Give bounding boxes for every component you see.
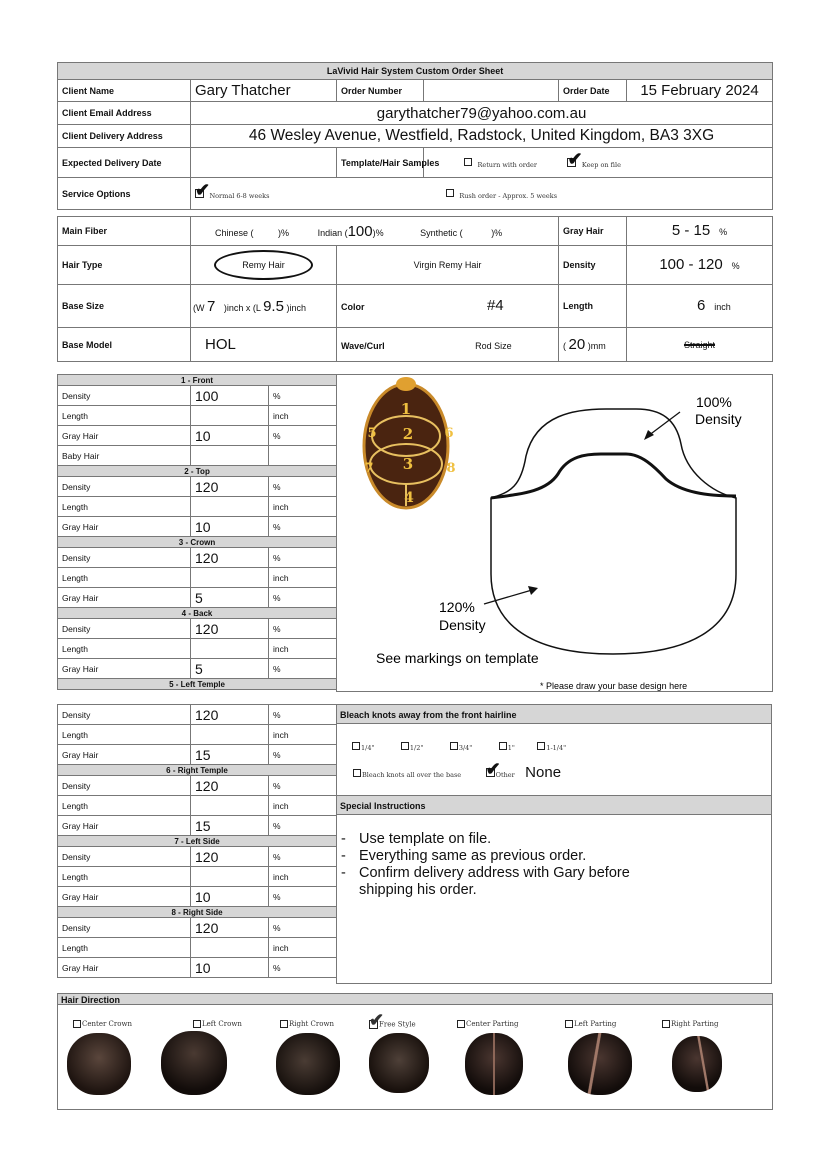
hair-swatch-center-parting: [465, 1033, 523, 1095]
arrow-100-head: [644, 430, 654, 440]
zone-table: [57, 374, 337, 690]
zone-row-label: Density: [58, 619, 191, 639]
color-value[interactable]: #4: [486, 297, 504, 314]
hair-type-label: Hair Type: [58, 246, 191, 285]
hair-swatch-free-style: [369, 1033, 429, 1093]
bleach-opt-3-checkbox[interactable]: [450, 742, 458, 750]
zone-row-label: Length: [58, 938, 191, 958]
zone-row-value[interactable]: 100: [191, 386, 269, 406]
base-size-cell: [191, 285, 337, 328]
zone-row-value[interactable]: 10: [191, 426, 269, 446]
label-100-density-b: Density: [695, 411, 742, 427]
bleach-other-checkbox[interactable]: [485, 759, 501, 780]
bleach-opt-1-checkbox[interactable]: [352, 742, 360, 750]
zone-row-value[interactable]: 120: [191, 776, 269, 796]
gray-hair-cell: [627, 217, 773, 246]
zone-row-unit: %: [269, 918, 337, 938]
base-model-value[interactable]: HOL: [191, 328, 337, 362]
rod-value[interactable]: 20: [568, 336, 586, 353]
density-label: Density: [559, 246, 627, 285]
zone-row-label: Length: [58, 725, 191, 745]
chinese-label: Chinese (: [215, 227, 254, 238]
hair-dir-option-center-crown[interactable]: [73, 1020, 132, 1028]
zone-row-label: Gray Hair: [58, 887, 191, 907]
zone-row-value[interactable]: 10: [191, 958, 269, 978]
length-value[interactable]: 6: [697, 297, 706, 314]
zone-row-unit: %: [269, 816, 337, 836]
zone-row-label: Density: [58, 847, 191, 867]
bleach-other-label: Other: [495, 771, 515, 779]
hair-dir-option-right-parting[interactable]: [662, 1020, 719, 1028]
density-pct: %: [731, 261, 740, 271]
specs-table: [57, 216, 773, 362]
zone-row-unit: inch: [269, 938, 337, 958]
hair-dir-option-left-parting[interactable]: [565, 1020, 616, 1028]
remy-cell: [191, 246, 337, 285]
zone-row-label: Gray Hair: [58, 426, 191, 446]
special-instruction-item: - Everything same as previous order.: [341, 848, 661, 865]
zone-row-unit: %: [269, 619, 337, 639]
zone-row-label: Gray Hair: [58, 958, 191, 978]
zone-row-value[interactable]: 120: [191, 918, 269, 938]
zone-row-value[interactable]: 5: [191, 588, 269, 608]
zone-row-label: Density: [58, 386, 191, 406]
normal-checkbox[interactable]: [195, 179, 211, 200]
zone-row-unit: inch: [269, 796, 337, 816]
zone-row-value[interactable]: 120: [191, 705, 269, 725]
zone-row-unit: %: [269, 659, 337, 679]
bleach-opt-5-checkbox[interactable]: [537, 742, 545, 750]
bleach-opt-1-label: 1/4": [361, 744, 375, 752]
length-unit: inch: [714, 302, 731, 312]
density-value[interactable]: 100 - 120: [659, 256, 723, 273]
check-mark-icon: ✔: [369, 1010, 385, 1031]
hair-swatch-right-parting: [672, 1036, 722, 1092]
zone-row-unit: %: [269, 588, 337, 608]
straight-cell: [627, 328, 773, 362]
main-fiber-label: Main Fiber: [58, 217, 191, 246]
header-table: [57, 62, 773, 210]
wave-cell: [337, 328, 559, 362]
bleach-panel: [336, 724, 772, 796]
indian-value[interactable]: 100: [347, 222, 373, 240]
color-label: Color: [341, 302, 365, 312]
order-number-value[interactable]: [424, 80, 559, 102]
zone-row-value[interactable]: 120: [191, 847, 269, 867]
label-120-density: 120%: [439, 599, 475, 615]
zone-row-value[interactable]: [191, 497, 269, 517]
gray-hair-value[interactable]: 5 - 15: [671, 222, 711, 239]
hair-dir-checkbox[interactable]: [565, 1020, 573, 1028]
zone-row-unit: %: [269, 776, 337, 796]
zone-row-unit: inch: [269, 497, 337, 517]
bleach-other-value[interactable]: None: [525, 764, 562, 781]
zone-row-label: Baby Hair: [58, 446, 191, 466]
zone-row-value[interactable]: [191, 568, 269, 588]
zone-row-label: Length: [58, 568, 191, 588]
hair-dir-label: Center Parting: [466, 1020, 519, 1028]
rod-open: (: [563, 341, 566, 351]
zone-row-unit: %: [269, 386, 337, 406]
zone-row-label: Length: [58, 796, 191, 816]
check-mark-icon: ✔: [485, 759, 501, 780]
zone-row-value[interactable]: [191, 639, 269, 659]
service-options: [191, 178, 773, 210]
hair-direction-header: Hair Direction: [57, 993, 773, 1005]
normal-option-label: Normal 6-8 weeks: [209, 191, 270, 200]
zone-row-unit: %: [269, 426, 337, 446]
return-checkbox[interactable]: [464, 158, 472, 166]
zone-title: 3 - Crown: [58, 537, 337, 548]
bleach-opt-4-label: 1": [507, 744, 515, 752]
zone-row-label: Gray Hair: [58, 588, 191, 608]
client-name-value[interactable]: Gary Thatcher: [191, 80, 337, 102]
bleach-header: Bleach knots away from the front hairline: [336, 704, 772, 724]
zone-row-label: Length: [58, 406, 191, 426]
markings-note: See markings on template: [376, 650, 539, 666]
bleach-opt-4-checkbox[interactable]: [499, 742, 507, 750]
bleach-opt-2-label: 1/2": [409, 744, 424, 752]
zone-label-1: 1: [400, 400, 412, 418]
chinese-close: )%: [278, 227, 290, 238]
zone-row-value[interactable]: [191, 867, 269, 887]
length-label: Length: [559, 285, 627, 328]
address-value[interactable]: 46 Wesley Avenue, Westfield, Radstock, United Kingdom, BA3 3XG: [191, 125, 773, 148]
template-drawing: [336, 374, 773, 692]
rush-checkbox[interactable]: [446, 189, 454, 197]
zone-row-label: Length: [58, 639, 191, 659]
bleach-opt-3-label: 3/4": [458, 744, 473, 752]
zone-label-6: 6: [444, 426, 454, 441]
hair-dir-checkbox[interactable]: [280, 1020, 288, 1028]
zone-row-unit: %: [269, 517, 337, 537]
zone-row-value[interactable]: 120: [191, 477, 269, 497]
inch-close: )inch: [286, 302, 306, 313]
expected-delivery-label: Expected Delivery Date: [58, 148, 191, 178]
length-text: )inch x (L: [223, 302, 261, 313]
gray-hair-pct: %: [719, 227, 728, 237]
special-instructions-list: [341, 831, 661, 899]
template-outline: [491, 409, 736, 654]
main-fiber-values: [191, 217, 559, 246]
email-label: Client Email Address: [58, 102, 191, 125]
zone-title: 1 - Front: [58, 375, 337, 386]
zone-row-unit: inch: [269, 639, 337, 659]
zone-row-label: Gray Hair: [58, 659, 191, 679]
zone-row-value[interactable]: [191, 938, 269, 958]
label-100-density: 100%: [696, 394, 732, 410]
zone-title: 7 - Left Side: [58, 836, 337, 847]
bleach-other-row: [353, 759, 562, 782]
keep-option-label: Keep on file: [581, 160, 621, 169]
bleach-all-over-checkbox[interactable]: [353, 769, 361, 777]
return-option-label: Return with order: [477, 160, 537, 169]
zone-row-label: Gray Hair: [58, 745, 191, 765]
hair-swatch-left-parting: [568, 1033, 632, 1095]
zone-title: 8 - Right Side: [58, 907, 337, 918]
service-options-label: Service Options: [58, 178, 191, 210]
template-samples-label: Template/Hair Samples: [337, 148, 424, 178]
special-header: Special Instructions: [336, 795, 772, 815]
zone-row-label: Density: [58, 477, 191, 497]
zone-row-label: Length: [58, 497, 191, 517]
zone-row-unit: %: [269, 548, 337, 568]
hair-dir-checkbox[interactable]: [662, 1020, 670, 1028]
zone-row-value[interactable]: [191, 406, 269, 426]
zone-row-unit: inch: [269, 867, 337, 887]
check-mark-icon: ✔: [195, 179, 211, 200]
zone-row-unit: inch: [269, 725, 337, 745]
base-model-label: Base Model: [58, 328, 191, 362]
hair-dir-option-left-crown[interactable]: [193, 1020, 242, 1028]
order-number-label: Order Number: [337, 80, 424, 102]
zone-row-unit: %: [269, 705, 337, 725]
zone-row-unit: inch: [269, 406, 337, 426]
indian-close: )%: [372, 227, 384, 238]
rod-close: )mm: [587, 341, 606, 351]
address-label: Client Delivery Address: [58, 125, 191, 148]
zone-label-4: 4: [404, 490, 414, 506]
zone-row-label: Length: [58, 867, 191, 887]
hair-dir-option-center-parting[interactable]: [457, 1020, 519, 1028]
hair-dir-checkbox[interactable]: [369, 1010, 385, 1031]
label-120-density-b: Density: [439, 617, 486, 633]
order-date-value[interactable]: 15 February 2024: [627, 80, 773, 102]
zone-row-label: Gray Hair: [58, 816, 191, 836]
hair-dir-label: Free Style: [379, 1020, 416, 1029]
keep-checkbox[interactable]: [567, 148, 583, 169]
bleach-all-over-label: Bleach knots all over the base: [362, 771, 462, 779]
rod-cell: [559, 328, 627, 362]
hair-dir-label: Right Parting: [671, 1020, 719, 1028]
zone-row-unit: %: [269, 477, 337, 497]
hair-dir-checkbox[interactable]: [193, 1020, 201, 1028]
hair-dir-label: Left Parting: [574, 1020, 617, 1028]
zone-row-label: Density: [58, 776, 191, 796]
zone-row-value[interactable]: [191, 796, 269, 816]
hair-dir-label: Center Crown: [82, 1020, 132, 1028]
hair-dir-label: Right Crown: [289, 1020, 334, 1028]
gray-hair-label: Gray Hair: [559, 217, 627, 246]
hair-dir-option-free-style[interactable]: [369, 1010, 416, 1031]
zone-title: 6 - Right Temple: [58, 765, 337, 776]
zone-label-5: 5: [367, 426, 377, 441]
hair-dir-option-right-crown[interactable]: [280, 1020, 334, 1028]
width-value[interactable]: 7: [207, 297, 216, 315]
base-size-label: Base Size: [58, 285, 191, 328]
density-boundary-line: [491, 454, 736, 498]
length-cell: [627, 285, 773, 328]
zone-row-value[interactable]: [191, 725, 269, 745]
zone-row-value[interactable]: 120: [191, 548, 269, 568]
zone-row-unit: inch: [269, 568, 337, 588]
straight-option[interactable]: Straight: [683, 339, 716, 350]
client-name-label: Client Name: [58, 80, 191, 102]
zone-label-8: 8: [446, 461, 456, 476]
check-mark-icon: ✔: [567, 148, 583, 169]
zone-table: [57, 704, 337, 978]
rod-size-label: Rod Size: [475, 340, 512, 351]
hair-swatch-left-crown: [161, 1031, 227, 1095]
base-length-value[interactable]: 9.5: [263, 297, 284, 315]
bleach-opt-5-label: 1-1/4": [546, 744, 567, 752]
zone-row-value[interactable]: [191, 446, 269, 466]
hair-dir-checkbox[interactable]: [457, 1020, 465, 1028]
hair-swatch-center-crown: [67, 1033, 131, 1095]
arrow-120-head: [528, 586, 538, 595]
special-instruction-item: - Confirm delivery address with Gary before shipping his order.: [341, 865, 661, 899]
wave-label: Wave/Curl: [341, 340, 385, 351]
zone-label-2: 2: [402, 425, 414, 443]
zone-row-unit: %: [269, 958, 337, 978]
template-options: [424, 148, 773, 178]
density-cell: [627, 246, 773, 285]
hair-dir-checkbox[interactable]: [73, 1020, 81, 1028]
special-instruction-item: - Use template on file.: [341, 831, 661, 848]
zone-label-7: 7: [364, 461, 374, 476]
zone-row-value[interactable]: 120: [191, 619, 269, 639]
zone-row-value[interactable]: 5: [191, 659, 269, 679]
zone-row-label: Density: [58, 918, 191, 938]
zone-row-unit: [269, 446, 337, 466]
bleach-options: [352, 737, 566, 755]
synthetic-label: Synthetic (: [420, 227, 463, 238]
virgin-remy-option[interactable]: Virgin Remy Hair: [337, 246, 559, 285]
zone-row-label: Gray Hair: [58, 517, 191, 537]
zone-row-unit: %: [269, 887, 337, 907]
zone-row-label: Density: [58, 548, 191, 568]
zone-row-value[interactable]: 15: [191, 745, 269, 765]
arrow-120: [484, 590, 532, 604]
zone-row-label: Density: [58, 705, 191, 725]
email-value[interactable]: garythatcher79@yahoo.com.au: [191, 102, 773, 125]
sheet-title: LaVivid Hair System Custom Order Sheet: [58, 63, 773, 80]
color-cell: [337, 285, 559, 328]
zone-label-3: 3: [402, 455, 414, 473]
synthetic-close: )%: [491, 227, 503, 238]
hair-dir-label: Left Crown: [202, 1020, 242, 1028]
rush-option-label: Rush order - Approx. 5 weeks: [459, 191, 558, 200]
remy-option[interactable]: Remy Hair: [214, 250, 313, 280]
zone-row-value[interactable]: 10: [191, 517, 269, 537]
zone-row-unit: %: [269, 745, 337, 765]
expected-delivery-value[interactable]: [191, 148, 337, 178]
zone-title: 5 - Left Temple: [58, 679, 337, 690]
draw-base-footer: * Please draw your base design here: [540, 681, 688, 691]
width-open: (W: [193, 302, 205, 313]
zone-row-value[interactable]: 10: [191, 887, 269, 907]
order-date-label: Order Date: [559, 80, 627, 102]
bleach-opt-2-checkbox[interactable]: [401, 742, 409, 750]
zone-title: 4 - Back: [58, 608, 337, 619]
zone-title: 2 - Top: [58, 466, 337, 477]
hair-swatch-right-crown: [276, 1033, 340, 1095]
zone-row-unit: %: [269, 847, 337, 867]
indian-label: Indian (: [317, 227, 348, 238]
zone-row-value[interactable]: 15: [191, 816, 269, 836]
